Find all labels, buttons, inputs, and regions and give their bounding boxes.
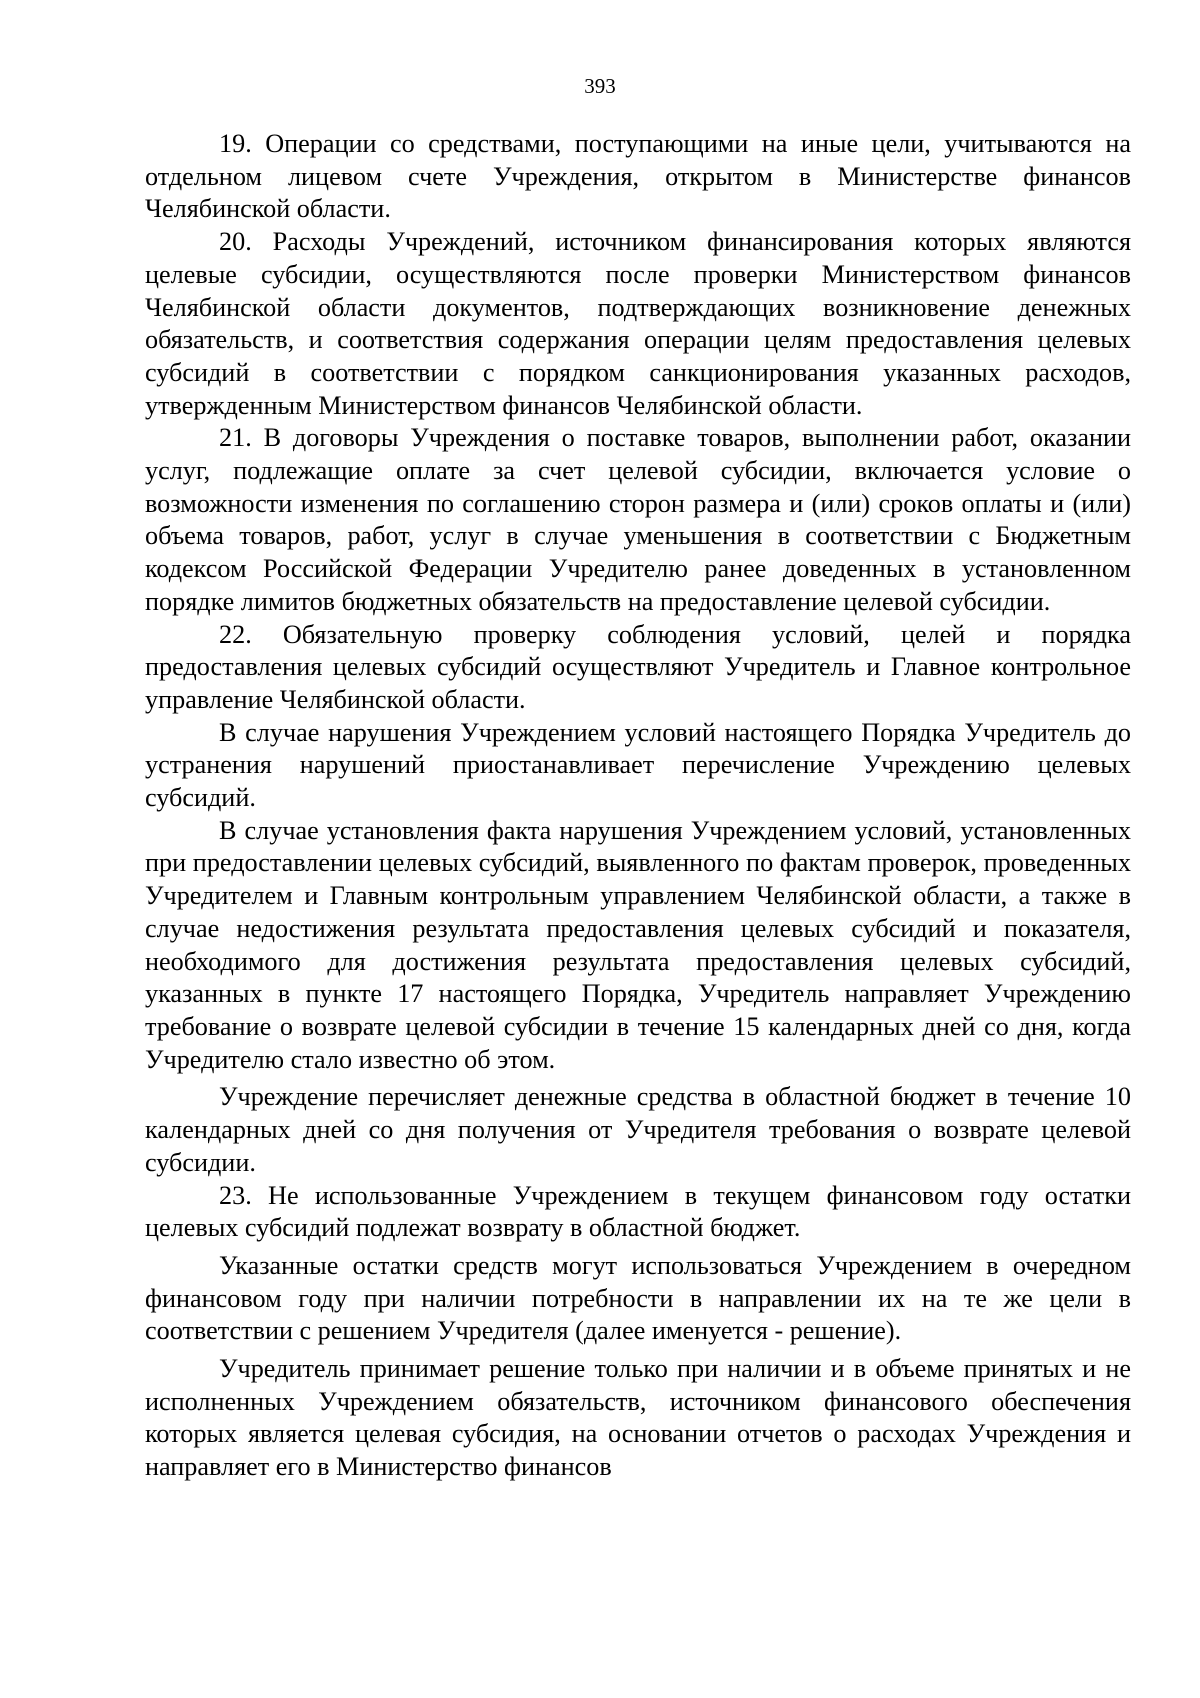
paragraph-23: 23. Не использованные Учреждением в текущем финансовом году остатки целевых субсидий подлежат возврату в областной бюджет.	[145, 1180, 1131, 1243]
paragraph-20: 20. Расходы Учреждений, источником финансирования которых являются целевые субсидии, осуществляются после проверки Министерством финансов Челябинской области документов, подтверждающих возникновение денежных обязательств, и соответствия содержания операции целям предоставления целевых субсидий в соответствии с порядком санкционирования указанных расходов, утвержденным Министерством финансов Челябинской области.	[145, 227, 1131, 420]
paragraph-23-founder-decision: Учредитель принимает решение только при наличии и в объеме принятых и не исполненных Учреждением обязательств, источником финансового обеспечения которых является целевая субсидия, на основании отчетов о расходах Учреждения и направляет его в Министерство финансов	[145, 1354, 1131, 1482]
paragraph-22-refund-transfer: Учреждение перечисляет денежные средства в областной бюджет в течение 10 календарных дней со дня получения от Учредителя требования о возврате целевой субсидии.	[145, 1082, 1131, 1177]
paragraph-23-remainder-use: Указанные остатки средств могут использоваться Учреждением в очередном финансовом году при наличии потребности в направлении их на те же цели в соответствии с решением Учредителя (далее именуется - решение).	[145, 1250, 1131, 1346]
paragraph-22-violation: В случае нарушения Учреждением условий настоящего Порядка Учредитель до устранения нарушений приостанавливает перечисление Учреждению целевых субсидий.	[145, 717, 1131, 813]
paragraph-22: 22. Обязательную проверку соблюдения условий, целей и порядка предоставления целевых субсидий осуществляют Учредитель и Главное контрольное управление Челябинской области.	[145, 619, 1131, 714]
document-body	[145, 128, 1131, 1484]
paragraph-19: 19. Операции со средствами, поступающими на иные цели, учитываются на отдельном лицевом счете Учреждения, открытом в Министерстве финансов Челябинской области.	[145, 129, 1131, 224]
paragraph-22-refund-demand: В случае установления факта нарушения Учреждением условий, установленных при предоставлении целевых субсидий, выявленного по фактам проверок, проведенных Учредителем и Главным контрольным управлением Челябинской области, а также в случае недостижения результата предоставления целевых субсидий и показателя, необходимого для достижения результата предоставления целевых субсидий, указанных в пункте 17 настоящего Порядка, Учредитель направляет Учреждению требование о возврате целевой субсидии в течение 15 календарных дней со дня, когда Учредителю стало известно об этом.	[145, 815, 1131, 1074]
paragraph-21: 21. В договоры Учреждения о поставке товаров, выполнении работ, оказании услуг, подлежащие оплате за счет целевой субсидии, включается условие о возможности изменения по соглашению сторон размера и (или) сроков оплаты и (или) объема товаров, работ, услуг в случае уменьшения в соответствии с Бюджетным кодексом Российской Федерации Учредителю ранее доведенных в установленном порядке лимитов бюджетных обязательств на предоставление целевой субсидии.	[145, 423, 1131, 616]
page-number: 393	[584, 74, 616, 98]
